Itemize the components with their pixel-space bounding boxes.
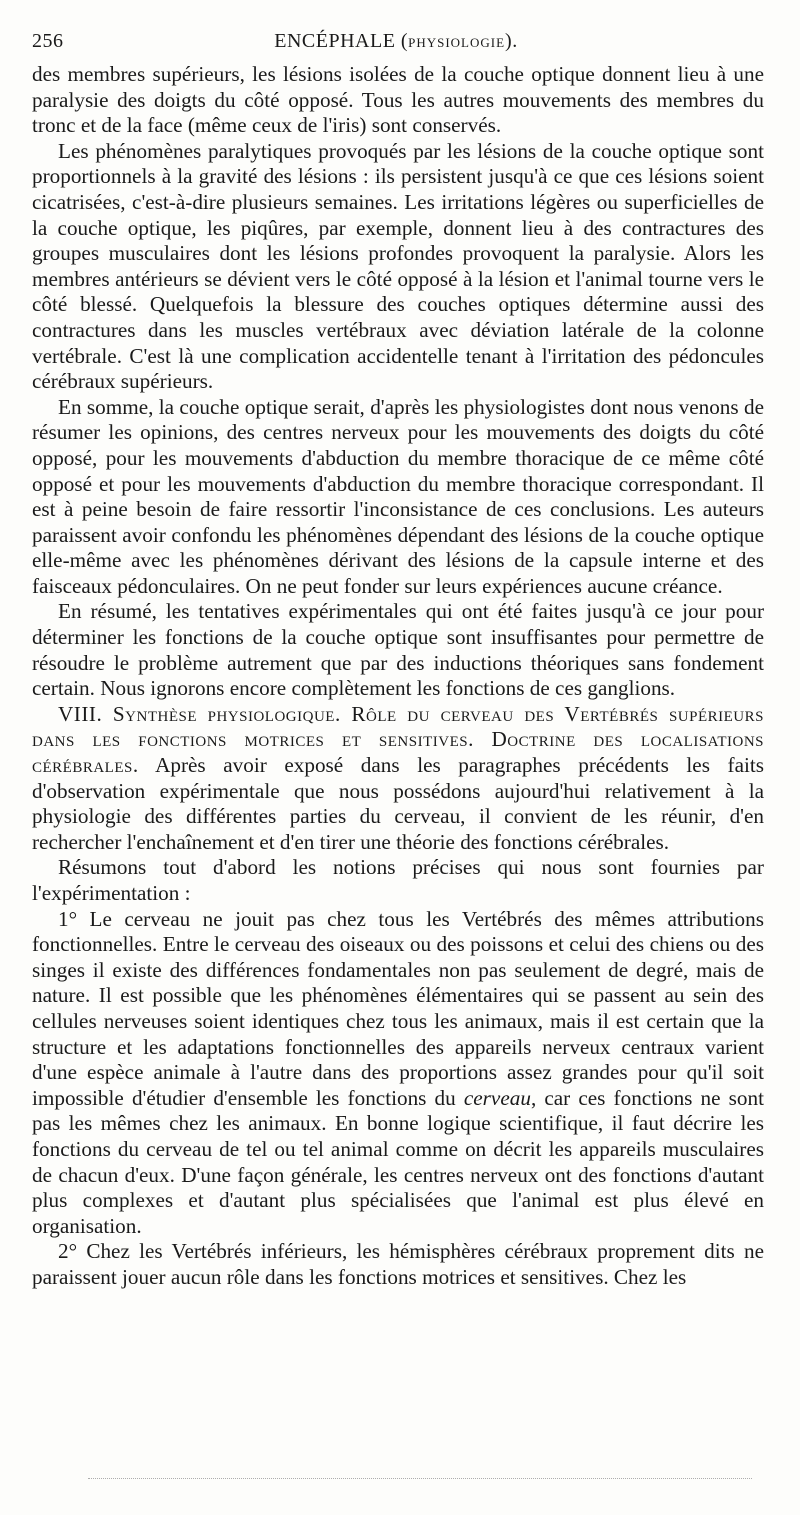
paragraph-continuation: des membres supérieurs, les lésions isolées de la couche optique donnent lieu à une paralysie des doigts du côté opposé. Tous les autres mouvements des membres du tronc et de la face (même ceux de l'iris) sont conservés. xyxy=(32,62,764,138)
page-number: 256 xyxy=(32,30,64,52)
paragraph-en-resume: En résumé, les tentatives expérimentales qui ont été faites jusqu'à ce jour pour déterminer les fonctions de la couche optique sont insuffisantes pour permettre de résoudre le problème autrement que par des inductions théoriques sans fondement certain. Nous ignorons encore complètement les fonctions de ces ganglions. xyxy=(32,599,764,701)
paragraph-point-1 xyxy=(32,907,764,1240)
section-heading: VIII. Synthèse physiologique. Rôle du cerveau des Vertébrés supérieurs dans les fonctions motrices et sensitives. Doctrine des localisations cérébrales. xyxy=(32,701,764,778)
paragraph-point-2: 2° Chez les Vertébrés inférieurs, les hémisphères cérébraux proprement dits ne paraissent jouer aucun rôle dans les fonctions motrices et sensitives. Chez les xyxy=(32,1239,764,1289)
body-text xyxy=(32,62,764,1291)
paragraph-resumons: Résumons tout d'abord les notions précises qui nous sont fournies par l'expérimentation : xyxy=(32,855,764,905)
running-title-end: ). xyxy=(505,30,518,52)
paragraph-section-viii xyxy=(32,702,764,856)
running-title-main: ENCÉPHALE ( xyxy=(274,30,409,52)
page-header xyxy=(32,30,760,60)
paragraph-paralytic-phenomena: Les phénomènes paralytiques provoqués par les lésions de la couche optique sont proportionnels à la gravité des lésions : ils persistent jusqu'à ce que ces lésions soient cicatrisées, c'est-à-dire plusieurs semaines. Les irritations légères ou superficielles de la couche optique, les piqûres, par exemple, donnent lieu à des contractures des groupes musculaires dont les lésions profondes provoquent la paralysie. Alors les membres antérieurs se dévient vers le côté opposé à la lésion et l'animal tourne vers le côté blessé. Quelquefois la blessure des couches optiques détermine aussi des contractures dans les muscles vertébraux avec déviation latérale de la colonne vertébrale. C'est là une complication accidentelle tenant à l'irritation des pédoncules cérébraux supérieurs. xyxy=(32,138,764,394)
point-1-text-a: 1° Le cerveau ne jouit pas chez tous les Vertébrés des mêmes attributions fonctionnelles. Entre le cerveau des oiseaux ou des poissons et celui des chiens ou des singes il existe des différences fondamentales non pas seulement de degré, mais de nature. Il est possible que les phénomènes élémentaires qui se passent au sein des cellules nerveuses soient identiques chez tous les animaux, mais il est certain que la structure et les adaptations fonctionnelles des appareils nerveux centraux varient d'une espèce animale à l'autre dans des proportions assez grandes pour qu'il soit impossible d'étudier d'ensemble les fonctions du xyxy=(32,906,764,1110)
bottom-rule xyxy=(88,1478,752,1479)
point-1-emphasis: cerveau xyxy=(463,1085,531,1110)
running-title xyxy=(32,30,760,53)
running-title-subtitle: PHYSIOLOGIE xyxy=(408,35,506,50)
point-1-text-b: , car ces fonctions ne sont pas les mêmes chez les animaux. En bonne logique scientifique, il faut décrire les fonctions du cerveau de tel ou tel animal comme on décrit les appareils musculaires de chacun d'eux. D'une façon générale, les centres nerveux ont des fonctions d'autant plus complexes et d'autant plus spécialisées que l'animal est plus élevé en organisation. xyxy=(32,1085,764,1238)
paragraph-en-somme: En somme, la couche optique serait, d'après les physiologistes dont nous venons de résumer les opinions, des centres nerveux pour les mouvements des doigts du côté opposé, pour les mouvements d'abduction du membre thoracique de ce même côté opposé et pour les mouvements d'abduction du membre thoracique correspondant. Il est à peine besoin de faire ressortir l'inconsistance de ces conclusions. Les auteurs paraissent avoir confondu les phénomènes dépendant des lésions de la couche optique elle-même avec les phénomènes dérivant des lésions de la capsule interne et des faisceaux pédonculaires. On ne peut fonder sur leurs expériences aucune créance. xyxy=(32,394,764,598)
section-intro-text: Après avoir exposé dans les paragraphes précédents les faits d'observation expérimentale que nous possédons aujourd'hui relativement à la physiologie des différentes parties du cerveau, il convient de les réunir, d'en rechercher l'enchaînement et d'en tirer une théorie des fonctions cérébrales. xyxy=(32,753,764,854)
